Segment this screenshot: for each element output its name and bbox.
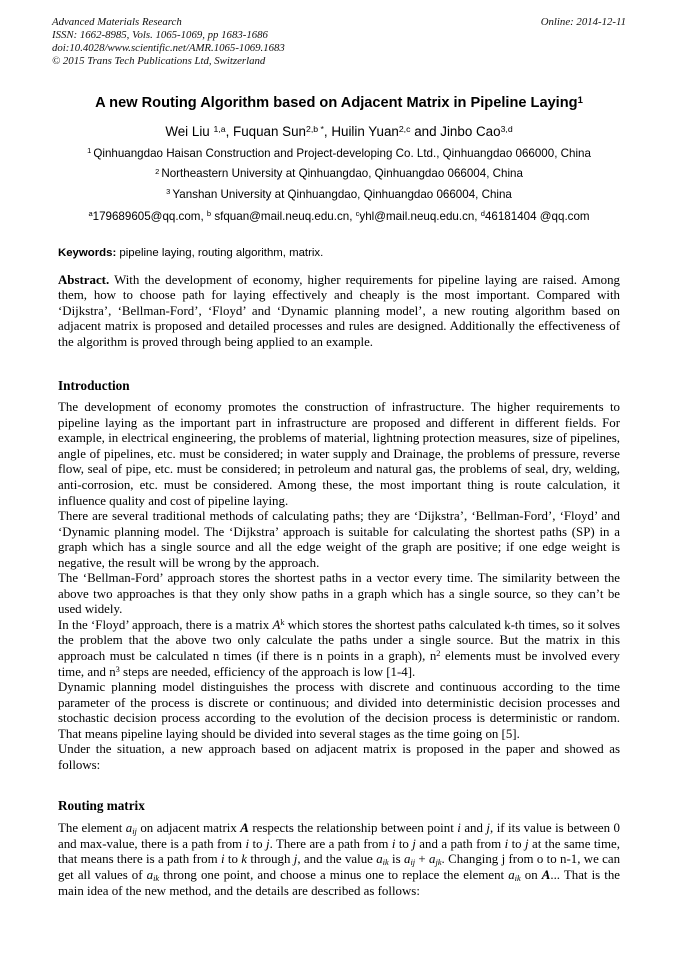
introduction-paragraph-5: Dynamic planning model distinguishes the process with discrete and continuous according to the time parameter of the process is discrete or continuous; and divided into deterministic decision processes and stochastic decision process according to the evolution of the decision process is deterministic or random. That means pipeline laying should be divided into several stages as the time going on [5]. (58, 680, 620, 741)
routing-matrix-paragraph-1: The element $a_{ij}$ on adjacent matrix A respects the relationship between point i and j, if its value is between 0 and max-value, there is a path from i to j. There are a path from i to j and a path from i to j at the same time, that means there is a path from i to k through j, and the value $a_{ik}$ is $a_{ij} + a_{jk}$. Changing j from o to n-1, we can get all values of $a_{ik}$ throng one point, and choose a minus one to replace the element $a_{ik}$ on A... That is the main idea of the new method, and the details are described as follows: (58, 821, 621, 898)
authors-line: Wei Liu $^{1,a}$, Fuquan Sun$^{2,b *}$, Huilin Yuan$^{2,c}$ and Jinbo Cao$^{3,d}$ (165, 124, 513, 139)
introduction-paragraph-6: Under the situation, a new approach based on adjacent matrix is proposed in the paper and showed as follows: (58, 742, 620, 772)
paper-title: A new Routing Algorithm based on Adjacent Matrix in Pipeline Laying$^1$ (95, 94, 583, 111)
issn-line: ISSN: 1662-8985, Vols. 1065-1069, pp 1683-1686 (52, 29, 268, 41)
journal-header (52, 16, 626, 68)
keywords-line: Keywords: pipeline laying, routing algorithm, matrix. (58, 246, 324, 259)
introduction-paragraph-3: The ‘Bellman-Ford’ approach stores the shortest paths in a vector every time. The similarity between the above two approaches is that they only show paths in a graph which has a single source, so they can’t be used widely. (58, 571, 620, 617)
introduction-paragraph-2: There are several traditional methods of calculating paths; they are ‘Dijkstra’, ‘Bellman-Ford’, ‘Floyd’ and ‘Dynamic planning model. The ‘Dijkstra’ approach is suitable for calculating the shortest paths (SP) in a graph which has a single source and all the edge weight of the graph are positive; if one edge weight is negative, the result will be wrong by the approach. (58, 509, 620, 570)
section-heading-routing-matrix: Routing matrix (58, 798, 145, 814)
abstract-paragraph: Abstract. With the development of economy, higher requirements for pipeline laying are raised. Among them, how to choose path for laying effectively and cheaply is the most important. Compared with ‘Dijkstra’, ‘Bellman-Ford’, ‘Floyd’ and ‘Dynamic planning model’, a new routing algorithm based on adjacent matrix is proposed and detailed processes and rules are designed. Additionally the effectiveness of the algorithm is proved through being applied to an example. (58, 272, 620, 349)
copyright-line: © 2015 Trans Tech Publications Ltd, Switzerland (52, 55, 266, 67)
doi-line: doi:10.4028/www.scientific.net/AMR.1065-1069.1683 (52, 42, 285, 54)
affiliation-1: $^1$ Qinhuangdao Haisan Construction and Project-developing Co. Ltd., Qinhuangdao 066000, China (87, 146, 591, 160)
affiliation-3: $^3$ Yanshan University at Qinhuangdao, Qinhuangdao 066004, China (166, 187, 512, 201)
introduction-paragraph-1: The development of economy promotes the construction of infrastructure. The higher requirements to pipeline laying as the important part in infrastructure are proposed and different in different fields. For example, in electrical engineering, the problems of material, lightning protection measures, size of pipelines, angle of pipelines, etc. must be considered; in water supply and Drainage, the problems of pressure, reverse flow, seal of pipe, etc. must be considered; in petroleum and natural gas, the problems of seal, dry, welding, anti-corrosion, etc. must be considered. Among these, the most important thing is route calculation, it influence quality and cost of pipeline laying. (58, 400, 620, 508)
online-date: Online: 2014-12-11 (540, 16, 626, 28)
author-emails: $^a$179689605@qq.com, $^b$ sfquan@mail.neuq.edu.cn, $^c$yhl@mail.neuq.edu.cn, $^d$46181404 @qq.com (88, 209, 590, 223)
section-heading-introduction: Introduction (58, 378, 130, 394)
journal-name: Advanced Materials Research (52, 16, 182, 28)
introduction-paragraph-4: In the ‘Floyd’ approach, there is a matrix $A^k$ which stores the shortest paths calculated k-th times, so it solves the problem that the above two only calculate the paths under a single source. But the matrix in this approach must be calculated n times (if there is n points in a graph), $n^2$ elements must be involved every time, and $n^3$ steps are needed, efficiency of the approach is low [1-4]. (58, 617, 620, 679)
affiliation-2: $^2$ Northeastern University at Qinhuangdao, Qinhuangdao 066004, China (155, 166, 523, 180)
journal-info (52, 16, 285, 68)
